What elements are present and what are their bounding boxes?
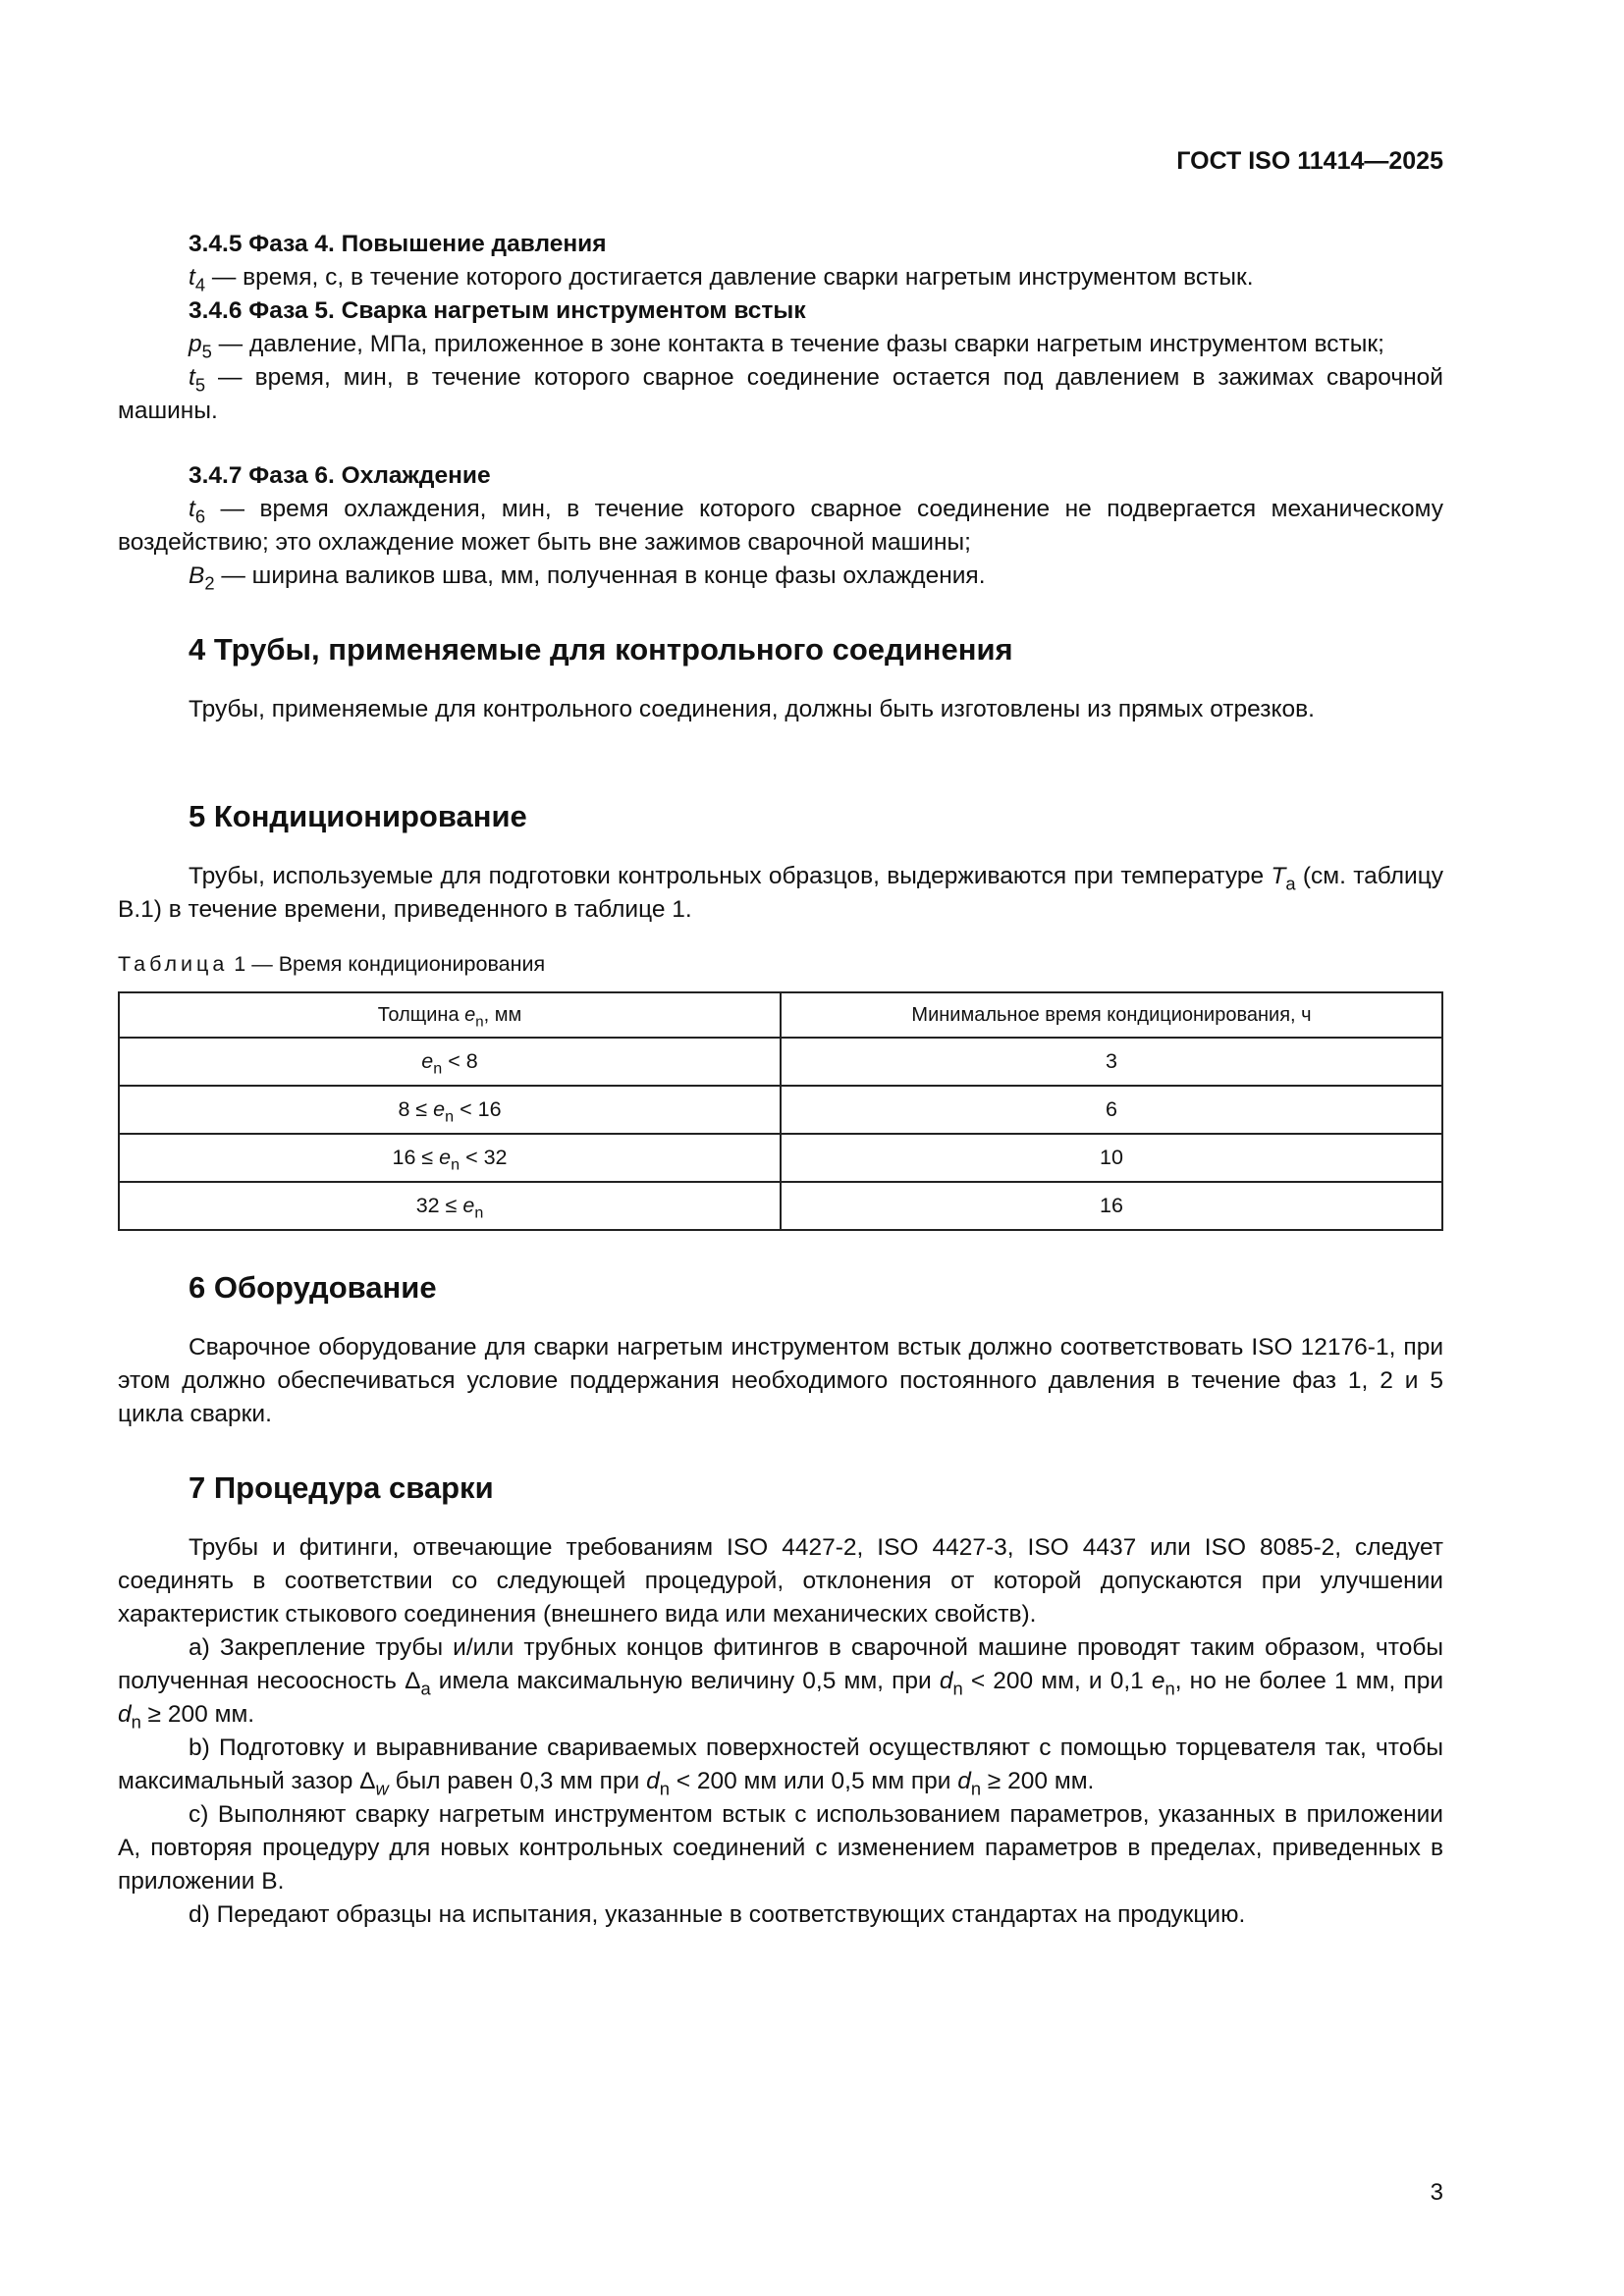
table-header-row [119,992,1442,1038]
cell-thickness: $8 \le e_n < 16$ [119,1086,781,1134]
clause-3-4-7-title: 3.4.7 Фаза 6. Охлаждение [189,462,491,489]
definition-t5: $t_5$ — время, мин, в течение которого сварное соединение остается под давлением в зажимах сварочной машины. [118,364,1443,424]
table-row [119,1038,1442,1086]
document-page [118,0,1443,2296]
page-number: 3 [1430,2179,1443,2206]
section-6-text: Сварочное оборудование для сварки нагретым инструментом встык должно соответствовать ISO 12176-1, при этом должно обеспечиваться условие поддержания необходимого постоянного давления в течение фаз 1, 2 и 5 цикла сварки. [118,1334,1443,1427]
definition-t4: $t_4$ — время, с, в течение которого достигается давление сварки нагретым инструментом встык. [189,264,1254,295]
cell-time: 16 [781,1182,1442,1230]
clause-3-4-6-title: 3.4.6 Фаза 5. Сварка нагретым инструментом встык [189,297,806,324]
col-header-min-time: Минимальное время кондиционирования, ч [781,992,1442,1038]
section-6-title: 6 Оборудование [189,1270,437,1305]
clause-3-4-5 [118,228,1443,294]
cell-time: 10 [781,1134,1442,1182]
section-4-text: Трубы, применяемые для контрольного соединения, должны быть изготовлены из прямых отрезков. [189,696,1315,722]
section-5-title: 5 Кондиционирование [189,799,527,833]
definition-b2: $B_2$ — ширина валиков шва, мм, полученная в конце фазы охлаждения. [189,562,986,594]
cell-thickness: $16 \le e_n < 32$ [119,1134,781,1182]
definition-t6: $t_6$ — время охлаждения, мин, в течение которого сварное соединение не подвергается механическому воздействию; это охлаждение может быть вне зажимов сварочной машины; [118,496,1443,556]
cell-time: 3 [781,1038,1442,1086]
table-1 [118,991,1443,1231]
table-row [119,1086,1442,1134]
definition-p5: $p_5$ — давление, МПа, приложенное в зоне контакта в течение фазы сварки нагретым инструментом встык; [189,331,1384,362]
clause-3-4-6 [118,294,1443,428]
cell-time: 6 [781,1086,1442,1134]
procedure-item-a: a) Закрепление трубы и/или трубных концов фитингов в сварочной машине проводят таким образом, чтобы полученная несоосность $\Delta_a$ имела максимальную величину 0,5 мм, при $d_n < 200$ мм, и 0,1 $e_n$, но не более 1 мм, при $d_n \ge 200$ мм. [118,1634,1444,1733]
section-7-body [118,1531,1443,1932]
cell-thickness: $32 \le e_n$ [119,1182,781,1230]
cell-thickness: $e_n < 8$ [119,1038,781,1086]
table-row [119,1134,1442,1182]
procedure-item-d: d) Передают образцы на испытания, указанные в соответствующих стандартах на продукцию. [189,1901,1246,1928]
procedure-item-b: b) Подготовку и выравнивание свариваемых поверхностей осуществляют с помощью торцевателя так, чтобы максимальный зазор $\Delta_w$ был равен 0,3 мм при $d_n < 200$ мм или 0,5 мм при $d_n \ge 200$ мм. [118,1735,1443,1799]
clause-3-4-7 [118,459,1443,593]
table-row [119,1182,1442,1230]
document-header: ГОСТ ISO 11414—2025 [1176,147,1443,175]
table-1-caption: Таблица 1 — Время кондиционирования [118,952,546,976]
col-header-thickness: Толщина $e_n$, мм [119,992,781,1038]
procedure-item-c: c) Выполняют сварку нагретым инструментом встык с использованием параметров, указанных в приложении А, повторяя процедуру для новых контрольных соединений с изменением параметров в пределах, приведенных в приложении В. [118,1801,1443,1895]
clause-3-4-5-title: 3.4.5 Фаза 4. Повышение давления [189,231,607,257]
section-4-title: 4 Трубы, применяемые для контрольного соединения [189,632,1013,667]
section-7-intro: Трубы и фитинги, отвечающие требованиям ISO 4427-2, ISO 4427-3, ISO 4437 или ISO 8085-2, следует соединять в соответствии со следующей процедурой, отклонения от которой допускаются при улучшении характеристик стыкового соединения (внешнего вида или механических свойств). [118,1534,1443,1628]
section-5-text: Трубы, используемые для подготовки контрольных образцов, выдерживаются при температуре $T_a$ (см. таблицу В.1) в течение времени, приведенного в таблице 1. [118,863,1443,923]
section-7-title: 7 Процедура сварки [189,1470,494,1505]
